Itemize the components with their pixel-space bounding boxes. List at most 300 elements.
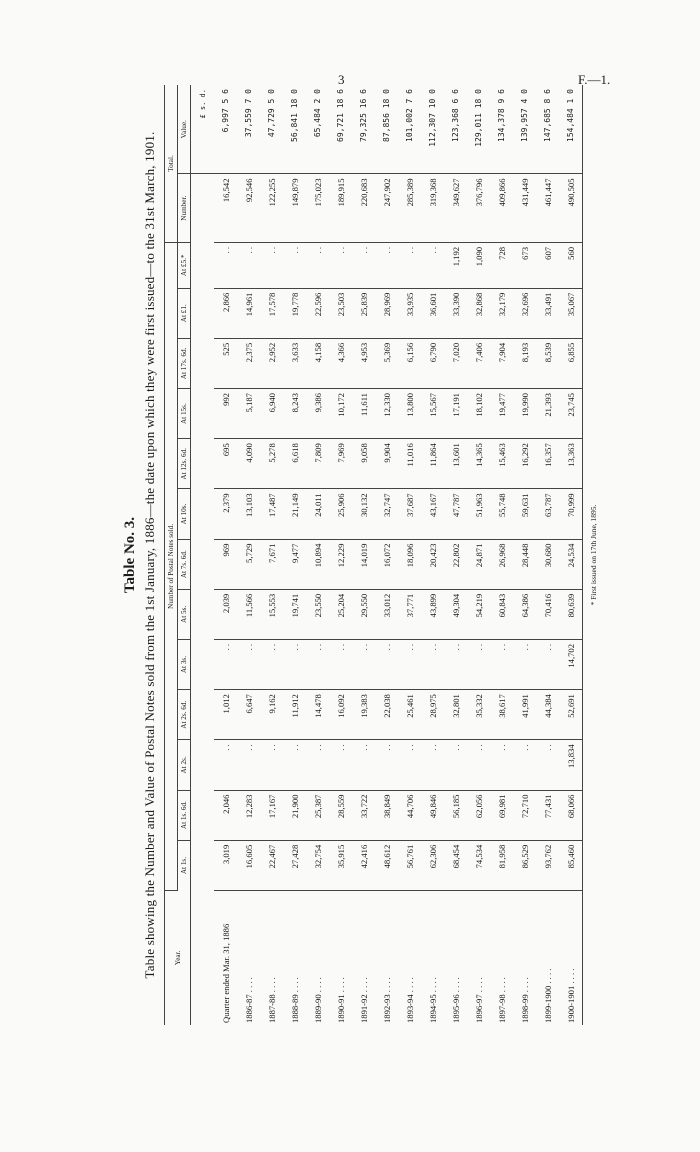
total-number-cell: 285,389 — [398, 174, 421, 242]
count-cell: 1,192 — [444, 242, 467, 288]
count-cell: 16,605 — [237, 840, 260, 890]
count-cell: 6,855 — [559, 338, 583, 388]
count-cell: 4,953 — [352, 338, 375, 388]
total-number-cell: 490,505 — [559, 174, 583, 242]
count-cell: 7,671 — [260, 539, 283, 589]
year-header: Year. — [165, 890, 191, 1025]
count-cell: 23,550 — [306, 589, 329, 639]
count-cell: 14,478 — [306, 690, 329, 740]
count-cell: . . — [329, 242, 352, 288]
count-cell: 16,357 — [536, 439, 559, 489]
count-cell: 4,158 — [306, 338, 329, 388]
count-cell: 51,963 — [467, 489, 490, 539]
count-cell: 28,448 — [513, 539, 536, 589]
count-cell: 28,969 — [375, 288, 398, 338]
count-cell: 24,011 — [306, 489, 329, 539]
total-value-cell: 154,484 1 0 — [559, 85, 583, 174]
total-number-cell: 409,866 — [490, 174, 513, 242]
count-cell: 21,149 — [283, 489, 306, 539]
count-cell: . . — [467, 639, 490, 689]
count-cell: 14,019 — [352, 539, 375, 589]
year-cell: Quarter ended Mar. 31, 1886 — [220, 923, 231, 1023]
year-cell: 1887-88 . . . . — [266, 977, 277, 1023]
count-cell: 29,550 — [352, 589, 375, 639]
count-cell: 35,332 — [467, 690, 490, 740]
count-cell: 607 — [536, 242, 559, 288]
count-cell: 22,467 — [260, 840, 283, 890]
count-cell: 33,491 — [536, 288, 559, 338]
total-number-cell: 220,683 — [352, 174, 375, 242]
count-cell: 36,601 — [421, 288, 444, 338]
count-cell: . . — [237, 740, 260, 790]
count-cell: 17,191 — [444, 389, 467, 439]
count-cell: . . — [237, 242, 260, 288]
count-cell: 68,066 — [559, 790, 583, 840]
year-cell: 1895-96 . . . . — [450, 977, 461, 1023]
count-cell: . . — [375, 242, 398, 288]
count-cell: 18,102 — [467, 389, 490, 439]
rotated-table-block — [120, 85, 598, 1025]
count-cell: 25,839 — [352, 288, 375, 338]
table-row — [467, 85, 490, 1025]
count-cell: 72,710 — [513, 790, 536, 840]
count-cell: 54,219 — [467, 589, 490, 639]
count-cell: . . — [352, 242, 375, 288]
count-cell: 1,012 — [214, 690, 237, 740]
count-cell: 42,416 — [352, 840, 375, 890]
count-cell: . . — [421, 242, 444, 288]
count-cell: 992 — [214, 389, 237, 439]
column-header: At 1s. 6d. — [178, 790, 191, 840]
table-row — [329, 85, 352, 1025]
count-cell: 9,386 — [306, 389, 329, 439]
count-cell: 38,849 — [375, 790, 398, 840]
count-cell: 13,103 — [237, 489, 260, 539]
count-cell: 47,787 — [444, 489, 467, 539]
year-cell: 1894-95 . . . . — [427, 977, 438, 1023]
count-cell: 80,639 — [559, 589, 583, 639]
count-cell: 728 — [490, 242, 513, 288]
table-row — [260, 85, 283, 1025]
column-header: At 2s. 6d. — [178, 690, 191, 740]
table-row — [490, 85, 513, 1025]
total-number-cell: 349,627 — [444, 174, 467, 242]
count-cell: 77,431 — [536, 790, 559, 840]
count-cell: 6,156 — [398, 338, 421, 388]
total-number-cell: 319,368 — [421, 174, 444, 242]
count-cell: . . — [513, 639, 536, 689]
table-row — [421, 85, 444, 1025]
total-number-cell: 247,902 — [375, 174, 398, 242]
postal-notes-table — [164, 85, 583, 1025]
table-row — [375, 85, 398, 1025]
count-cell: 9,904 — [375, 439, 398, 489]
count-cell: 43,167 — [421, 489, 444, 539]
count-cell: 25,387 — [306, 790, 329, 840]
count-cell: . . — [490, 639, 513, 689]
count-cell: 8,193 — [513, 338, 536, 388]
total-value-cell: 69,721 18 6 — [329, 85, 352, 174]
total-number-cell: 175,023 — [306, 174, 329, 242]
year-cell: 1896-97 . . . . — [473, 977, 484, 1023]
count-cell: 15,567 — [421, 389, 444, 439]
total-column-header: Number. — [178, 174, 191, 242]
page-reference: F.—1. — [578, 72, 611, 87]
count-cell: 2,379 — [214, 489, 237, 539]
total-value-cell: 37,559 7 0 — [237, 85, 260, 174]
count-cell: 35,915 — [329, 840, 352, 890]
count-cell: 11,016 — [398, 439, 421, 489]
count-cell: 32,801 — [444, 690, 467, 740]
count-cell: . . — [260, 242, 283, 288]
count-cell: 62,306 — [421, 840, 444, 890]
count-cell: . . — [283, 242, 306, 288]
count-cell: 19,741 — [283, 589, 306, 639]
count-cell: 37,771 — [398, 589, 421, 639]
count-cell: 38,617 — [490, 690, 513, 740]
column-header: At £1. — [178, 288, 191, 338]
count-cell: . . — [375, 639, 398, 689]
count-cell: . . — [444, 639, 467, 689]
table-row — [306, 85, 329, 1025]
count-cell: 8,539 — [536, 338, 559, 388]
count-cell: 16,292 — [513, 439, 536, 489]
count-cell: 70,416 — [536, 589, 559, 639]
total-number-cell: 149,879 — [283, 174, 306, 242]
count-cell: 20,423 — [421, 539, 444, 589]
count-cell: 7,904 — [490, 338, 513, 388]
year-cell: 1886-87 . . . . — [243, 977, 254, 1023]
total-number-cell: 92,546 — [237, 174, 260, 242]
count-cell: . . — [214, 639, 237, 689]
count-cell: 1,090 — [467, 242, 490, 288]
total-value-cell: 47,729 5 0 — [260, 85, 283, 174]
year-cell: 1900-1901 . . . . — [559, 890, 583, 1025]
year-cell: 1889-90 . . . . — [312, 977, 323, 1023]
count-cell: 13,363 — [559, 439, 583, 489]
column-header-row — [178, 85, 191, 1025]
count-cell: 21,900 — [283, 790, 306, 840]
count-cell: 11,864 — [421, 439, 444, 489]
count-cell: 33,935 — [398, 288, 421, 338]
count-cell: . . — [398, 740, 421, 790]
count-cell: 56,761 — [398, 840, 421, 890]
count-cell: 9,058 — [352, 439, 375, 489]
count-cell: 2,039 — [214, 589, 237, 639]
count-cell: 86,529 — [513, 840, 536, 890]
count-cell: . . — [306, 242, 329, 288]
year-cell: 1893-94 . . . . — [404, 977, 415, 1023]
count-cell: . . — [375, 740, 398, 790]
count-cell: 11,912 — [283, 690, 306, 740]
table-row — [513, 85, 536, 1025]
column-header: At 2s. — [178, 740, 191, 790]
table-subtitle: Table showing the Number and Value of Postal Notes sold from the 1st January, 1886—the date upon which they were first issued—to the 31st March, 1901. — [142, 131, 157, 979]
total-number-cell: 376,796 — [467, 174, 490, 242]
count-cell: . . — [306, 740, 329, 790]
total-number-cell: 461,447 — [536, 174, 559, 242]
count-cell: 81,958 — [490, 840, 513, 890]
count-cell: 7,969 — [329, 439, 352, 489]
count-cell: . . — [283, 740, 306, 790]
count-cell: 13,834 — [559, 740, 583, 790]
count-cell: 7,809 — [306, 439, 329, 489]
year-cell: 1891-92 . . . . — [358, 977, 369, 1023]
count-cell: 5,729 — [237, 539, 260, 589]
count-cell: 56,185 — [444, 790, 467, 840]
value-units: £ s. d. — [191, 85, 215, 174]
total-value-cell: 101,002 7 6 — [398, 85, 421, 174]
group-header: Number of Postal Notes sold. — [165, 242, 178, 890]
total-header: Total. — [165, 85, 178, 242]
count-cell: 64,386 — [513, 589, 536, 639]
count-cell: 22,596 — [306, 288, 329, 338]
total-column-header: Value. — [178, 85, 191, 174]
count-cell: 43,899 — [421, 589, 444, 639]
count-cell: 3,633 — [283, 338, 306, 388]
column-header: At 12s. 6d. — [178, 439, 191, 489]
table-row — [398, 85, 421, 1025]
total-number-cell: 431,449 — [513, 174, 536, 242]
count-cell: 41,991 — [513, 690, 536, 740]
count-cell: . . — [513, 740, 536, 790]
table-row — [237, 85, 260, 1025]
total-value-cell: 79,325 16 6 — [352, 85, 375, 174]
count-cell: 9,162 — [260, 690, 283, 740]
count-cell: . . — [214, 242, 237, 288]
total-value-cell: 65,484 2 0 — [306, 85, 329, 174]
count-cell: 23,745 — [559, 389, 583, 439]
count-cell: 23,503 — [329, 288, 352, 338]
count-cell: 44,384 — [536, 690, 559, 740]
count-cell: 12,283 — [237, 790, 260, 840]
count-cell: 15,553 — [260, 589, 283, 639]
total-value-cell: 112,307 10 0 — [421, 85, 444, 174]
count-cell: 6,618 — [283, 439, 306, 489]
total-number-cell: 189,915 — [329, 174, 352, 242]
count-cell: 5,278 — [260, 439, 283, 489]
table-row — [352, 85, 375, 1025]
year-cell: 1890-91 . . . . — [335, 977, 346, 1023]
count-cell: 33,722 — [352, 790, 375, 840]
count-cell: 969 — [214, 539, 237, 589]
column-header: At 10s. — [178, 489, 191, 539]
count-cell: 60,843 — [490, 589, 513, 639]
count-cell: 14,702 — [559, 639, 583, 689]
count-cell: . . — [536, 639, 559, 689]
count-cell: 14,961 — [237, 288, 260, 338]
table-head — [165, 85, 191, 1025]
count-cell: 26,968 — [490, 539, 513, 589]
total-value-cell: 147,685 8 6 — [536, 85, 559, 174]
count-cell: 27,428 — [283, 840, 306, 890]
count-cell: . . — [398, 242, 421, 288]
total-value-cell: 87,856 18 0 — [375, 85, 398, 174]
count-cell: 25,906 — [329, 489, 352, 539]
count-cell: 673 — [513, 242, 536, 288]
total-value-cell: 139,957 4 0 — [513, 85, 536, 174]
count-cell: 7,020 — [444, 338, 467, 388]
count-cell: 2,866 — [214, 288, 237, 338]
count-cell: 32,747 — [375, 489, 398, 539]
count-cell: 55,748 — [490, 489, 513, 539]
count-cell: 10,894 — [306, 539, 329, 589]
count-cell: 11,566 — [237, 589, 260, 639]
year-cell: 1892-93 . . . . — [381, 977, 392, 1023]
count-cell: 19,778 — [283, 288, 306, 338]
count-cell: 2,375 — [237, 338, 260, 388]
count-cell: 19,990 — [513, 389, 536, 439]
total-value-cell: 6,997 5 6 — [214, 85, 237, 174]
count-cell: 19,383 — [352, 690, 375, 740]
count-cell: 13,800 — [398, 389, 421, 439]
count-cell: 48,612 — [375, 840, 398, 890]
count-cell: 44,706 — [398, 790, 421, 840]
count-cell: 37,687 — [398, 489, 421, 539]
count-cell: . . — [444, 740, 467, 790]
count-cell: 5,369 — [375, 338, 398, 388]
count-cell: 22,802 — [444, 539, 467, 589]
count-cell: 30,132 — [352, 489, 375, 539]
count-cell: 560 — [559, 242, 583, 288]
count-cell: 32,868 — [467, 288, 490, 338]
count-cell: . . — [260, 639, 283, 689]
count-cell: 17,487 — [260, 489, 283, 539]
count-cell: 28,975 — [421, 690, 444, 740]
count-cell: 4,366 — [329, 338, 352, 388]
count-cell: . . — [467, 740, 490, 790]
count-cell: 35,067 — [559, 288, 583, 338]
count-cell: 3,019 — [214, 840, 237, 890]
count-cell: 32,179 — [490, 288, 513, 338]
count-cell: 695 — [214, 439, 237, 489]
count-cell: 49,846 — [421, 790, 444, 840]
count-cell: 2,046 — [214, 790, 237, 840]
count-cell: 22,038 — [375, 690, 398, 740]
table-row — [559, 85, 583, 1025]
count-cell: 12,229 — [329, 539, 352, 589]
count-cell: 525 — [214, 338, 237, 388]
count-cell: . . — [490, 740, 513, 790]
count-cell: . . — [283, 639, 306, 689]
count-cell: 9,477 — [283, 539, 306, 589]
count-cell: 32,696 — [513, 288, 536, 338]
table-body — [191, 85, 583, 1025]
count-cell: . . — [329, 639, 352, 689]
count-cell: 18,096 — [398, 539, 421, 589]
count-cell: 19,477 — [490, 389, 513, 439]
count-cell: 2,952 — [260, 338, 283, 388]
count-cell: . . — [306, 639, 329, 689]
count-cell: 6,940 — [260, 389, 283, 439]
column-header: At 17s. 6d. — [178, 338, 191, 388]
year-cell: 1897-98 . . . . — [496, 977, 507, 1023]
count-cell: 13,601 — [444, 439, 467, 489]
count-cell: 8,243 — [283, 389, 306, 439]
column-header: At 1s. — [178, 840, 191, 890]
count-cell: 33,012 — [375, 589, 398, 639]
unit-row — [191, 85, 215, 1025]
count-cell: 6,790 — [421, 338, 444, 388]
count-cell: 69,981 — [490, 790, 513, 840]
count-cell: . . — [421, 639, 444, 689]
count-cell: . . — [352, 639, 375, 689]
count-cell: . . — [237, 639, 260, 689]
count-cell: 93,762 — [536, 840, 559, 890]
count-cell: 14,365 — [467, 439, 490, 489]
count-cell: 28,559 — [329, 790, 352, 840]
count-cell: 12,330 — [375, 389, 398, 439]
count-cell: 25,461 — [398, 690, 421, 740]
count-cell: . . — [329, 740, 352, 790]
count-cell: . . — [214, 740, 237, 790]
count-cell: 24,534 — [559, 539, 583, 589]
table-row — [214, 85, 237, 1025]
count-cell: 21,393 — [536, 389, 559, 439]
table-row — [283, 85, 306, 1025]
total-value-cell: 134,378 9 6 — [490, 85, 513, 174]
count-cell: 25,204 — [329, 589, 352, 639]
column-header: At £5.* — [178, 242, 191, 288]
count-cell: 70,999 — [559, 489, 583, 539]
count-cell: 49,304 — [444, 589, 467, 639]
count-cell: 17,167 — [260, 790, 283, 840]
total-value-cell: 129,011 18 0 — [467, 85, 490, 174]
count-cell: . . — [536, 740, 559, 790]
column-header: At 15s. — [178, 389, 191, 439]
column-header: At 3s. — [178, 639, 191, 689]
count-cell: 74,534 — [467, 840, 490, 890]
table-title: Table No. 3. — [122, 516, 138, 594]
count-cell: 33,390 — [444, 288, 467, 338]
footnote: * First issued on 17th June, 1895. — [589, 504, 598, 606]
count-cell: 68,454 — [444, 840, 467, 890]
count-cell: 24,871 — [467, 539, 490, 589]
count-cell: 17,578 — [260, 288, 283, 338]
count-cell: 4,090 — [237, 439, 260, 489]
count-cell: 63,787 — [536, 489, 559, 539]
count-cell: . . — [421, 740, 444, 790]
count-cell: 52,691 — [559, 690, 583, 740]
count-cell: 7,406 — [467, 338, 490, 388]
year-cell: 1899-1900 . . . . — [542, 968, 553, 1023]
year-cell: 1888-89 . . . . — [289, 977, 300, 1023]
total-number-cell: 122,255 — [260, 174, 283, 242]
total-number-cell: 16,542 — [214, 174, 237, 242]
year-cell: 1898-99 . . . . — [519, 977, 530, 1023]
count-cell: . . — [398, 639, 421, 689]
page-number: 3 — [338, 72, 345, 87]
count-cell: . . — [260, 740, 283, 790]
count-cell: 5,187 — [237, 389, 260, 439]
count-cell: 30,680 — [536, 539, 559, 589]
total-value-cell: 56,841 18 0 — [283, 85, 306, 174]
table-row — [444, 85, 467, 1025]
table-row — [536, 85, 559, 1025]
count-cell: . . — [352, 740, 375, 790]
count-cell: 32,754 — [306, 840, 329, 890]
column-header: At 7s. 6d. — [178, 539, 191, 589]
count-cell: 59,631 — [513, 489, 536, 539]
count-cell: 11,611 — [352, 389, 375, 439]
count-cell: 62,056 — [467, 790, 490, 840]
count-cell: 10,172 — [329, 389, 352, 439]
count-cell: 6,647 — [237, 690, 260, 740]
count-cell: 85,460 — [559, 840, 583, 890]
count-cell: 16,072 — [375, 539, 398, 589]
column-header: At 5s. — [178, 589, 191, 639]
count-cell: 15,463 — [490, 439, 513, 489]
